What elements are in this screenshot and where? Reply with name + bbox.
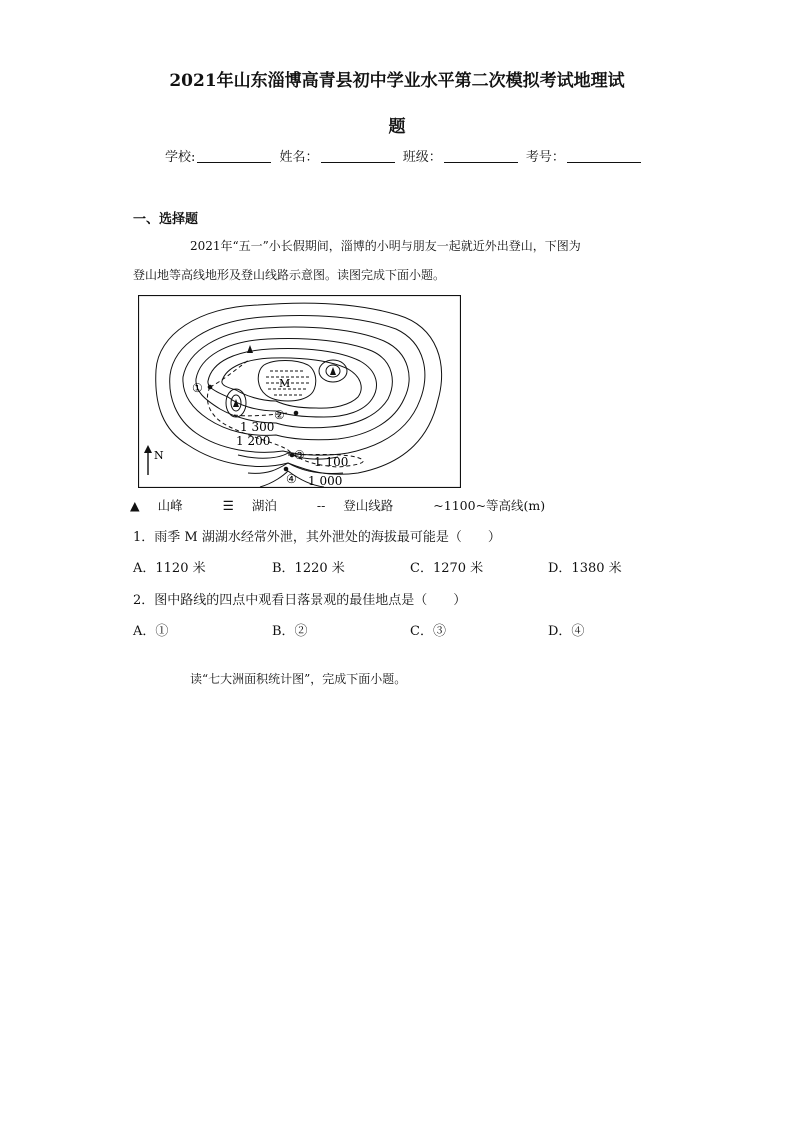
contour-label-1100: 1 100 <box>314 455 349 469</box>
contour-map <box>138 295 461 488</box>
q2-option-a[interactable]: A．① <box>133 624 169 639</box>
q2-option-d[interactable]: D．④ <box>548 624 585 639</box>
contour-label-1300: 1 300 <box>240 420 275 434</box>
q1-option-a[interactable]: A．1120 米 <box>133 561 206 576</box>
intro-line1: 2021年“五一”小长假期间，淄博的小明与朋友一起就近外出登山，下图为 <box>190 239 581 253</box>
next-intro: 读“七大洲面积统计图”，完成下面小题。 <box>190 672 407 686</box>
point-label-4: ④ <box>286 472 297 486</box>
point-dot-2 <box>294 411 299 416</box>
legend-lake-label: 湖泊 <box>251 498 277 513</box>
map-legend <box>130 496 563 514</box>
q2-option-b[interactable]: B．② <box>272 624 308 639</box>
north-label: N <box>154 449 164 462</box>
dashed-line-icon: -- <box>316 498 326 513</box>
q2-option-c[interactable]: C．③ <box>410 624 446 639</box>
peak-icon: ▲ <box>130 498 140 513</box>
contour-map-svg <box>138 295 461 488</box>
lake-label: M <box>279 377 291 390</box>
legend-contour: ~1100~等高线(m) <box>433 498 546 513</box>
page-title-line2: 题 <box>388 117 406 137</box>
question-2: 2．图中路线的四点中观看日落景观的最佳地点是（ ） <box>133 593 467 608</box>
point-dot-1 <box>208 385 213 390</box>
point-label-1: ① <box>192 381 203 395</box>
legend-route <box>317 498 411 513</box>
legend-lake <box>223 498 295 513</box>
contour-label-1000: 1 000 <box>308 474 343 488</box>
school-blank[interactable] <box>197 150 271 163</box>
legend-route-label: 登山线路 <box>343 498 394 513</box>
question-1: 1．雨季 M 湖湖水经常外泄，其外泄处的海拔最可能是（ ） <box>133 530 501 545</box>
page-title-line1: 2021年山东淄博高青县初中学业水平第二次模拟考试地理试 <box>169 71 625 91</box>
section-heading: 一、选择题 <box>133 212 199 227</box>
q1-option-b[interactable]: B．1220 米 <box>272 561 345 576</box>
legend-peak <box>130 498 201 513</box>
lake-icon: ☰ <box>222 498 234 513</box>
student-info-row <box>165 146 645 165</box>
number-label: 考号： <box>525 150 565 165</box>
intro-line2: 登山地等高线地形及登山线路示意图。读图完成下面小题。 <box>133 268 446 282</box>
class-blank[interactable] <box>444 150 518 163</box>
q1-option-d[interactable]: D．1380 米 <box>548 561 622 576</box>
name-blank[interactable] <box>321 150 395 163</box>
number-blank[interactable] <box>567 150 641 163</box>
class-label: 班级： <box>402 150 442 165</box>
point-label-2: ② <box>274 408 285 422</box>
contour-label-1200: 1 200 <box>236 434 271 448</box>
name-label: 姓名： <box>279 150 319 165</box>
legend-peak-label: 山峰 <box>157 498 183 513</box>
point-label-3: ③ <box>294 448 305 462</box>
q1-option-c[interactable]: C．1270 米 <box>410 561 484 576</box>
school-label: 学校: <box>165 150 196 165</box>
point-dot-4 <box>284 467 289 472</box>
